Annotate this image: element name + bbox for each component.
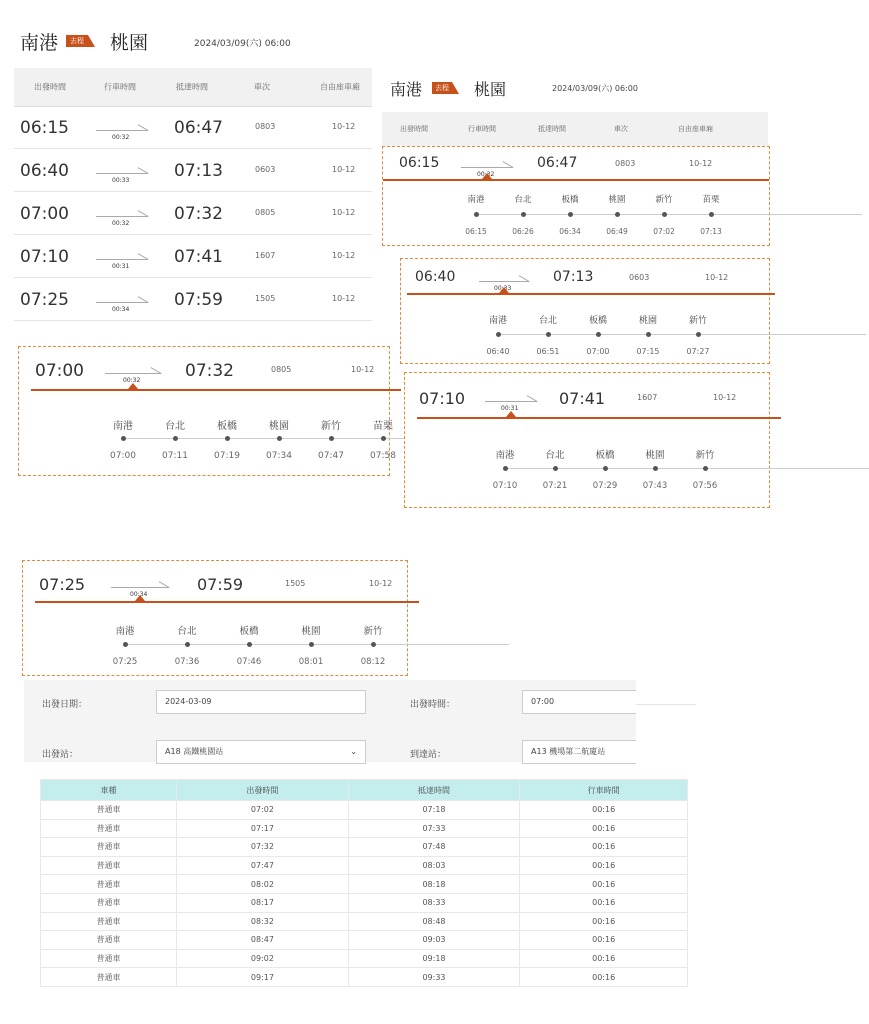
stop-station-name: 板橋 bbox=[217, 421, 237, 432]
cell-train-type: 普通車 bbox=[41, 931, 177, 950]
cell-departure: 08:32 bbox=[177, 912, 349, 931]
stop-station-name: 台北 bbox=[545, 450, 565, 461]
train-number: 0803 bbox=[615, 159, 636, 168]
stop-dot-icon bbox=[329, 436, 334, 441]
cell-departure: 08:47 bbox=[177, 931, 349, 950]
th-train-type: 車種 bbox=[41, 780, 177, 801]
cell-duration: 00:16 bbox=[520, 968, 688, 987]
arrival-time: 07:32 bbox=[174, 204, 223, 224]
direction-badge-2: 去程 bbox=[432, 82, 452, 94]
table-row bbox=[41, 949, 688, 968]
stop-time: 07:58 bbox=[370, 451, 396, 461]
free-seat-cars: 10-12 bbox=[332, 251, 356, 260]
route-line bbox=[498, 334, 866, 335]
stop-dot-icon bbox=[123, 642, 128, 647]
stop-station-name: 桃園 bbox=[269, 421, 289, 432]
stop-time: 06:49 bbox=[606, 227, 628, 236]
arrow-icon bbox=[96, 290, 148, 303]
stop-station-name: 桃園 bbox=[301, 626, 321, 637]
stop-station-name: 南港 bbox=[488, 316, 507, 326]
departure-time: 06:15 bbox=[20, 118, 69, 138]
stop-time: 07:27 bbox=[686, 347, 710, 356]
stop-time: 07:00 bbox=[110, 451, 136, 461]
departure-time: 07:10 bbox=[419, 389, 466, 408]
travel-duration: 00:33 bbox=[112, 177, 130, 184]
stop-dot-icon bbox=[553, 466, 558, 471]
selected-divider bbox=[35, 601, 419, 603]
stop-time: 07:43 bbox=[642, 481, 668, 491]
cell-arrival: 09:18 bbox=[348, 949, 520, 968]
stop-time: 08:01 bbox=[298, 657, 324, 667]
stop-dot-icon bbox=[309, 642, 314, 647]
col-train-no: 車次 bbox=[254, 82, 270, 92]
cell-duration: 00:16 bbox=[520, 838, 688, 857]
arrow-icon bbox=[105, 361, 161, 374]
stop-dot-icon bbox=[381, 436, 386, 441]
arrow-icon bbox=[96, 247, 148, 260]
train-detail-card[interactable] bbox=[404, 372, 770, 508]
stop-station-name: 台北 bbox=[514, 195, 532, 205]
cell-train-type: 普通車 bbox=[41, 912, 177, 931]
cell-train-type: 普通車 bbox=[41, 893, 177, 912]
cell-departure: 08:17 bbox=[177, 893, 349, 912]
stop-station-name: 苗栗 bbox=[373, 421, 393, 432]
travel-duration: 00:32 bbox=[112, 134, 130, 141]
th-departure: 出發時間 bbox=[177, 780, 349, 801]
stop-dot-icon bbox=[185, 642, 190, 647]
cell-arrival: 09:33 bbox=[348, 968, 520, 987]
selected-pointer-icon bbox=[506, 411, 516, 417]
cell-departure: 09:17 bbox=[177, 968, 349, 987]
stop-dot-icon bbox=[173, 436, 178, 441]
stop-time: 08:12 bbox=[360, 657, 386, 667]
stop-dot-icon bbox=[521, 212, 526, 217]
destination-station-2: 桃園 bbox=[474, 80, 507, 99]
stop-station-name: 苗栗 bbox=[702, 195, 720, 205]
selected-divider bbox=[407, 293, 775, 295]
train-detail-card[interactable] bbox=[382, 146, 770, 246]
stop-dot-icon bbox=[615, 212, 620, 217]
col-duration: 行車時間 bbox=[104, 82, 136, 92]
destination-station: 桃園 bbox=[110, 32, 149, 54]
cell-train-type: 普通車 bbox=[41, 949, 177, 968]
stop-time: 07:46 bbox=[236, 657, 262, 667]
column-header-bar-2 bbox=[382, 112, 768, 147]
col-arrival-2: 抵達時間 bbox=[538, 125, 566, 133]
col-arrival: 抵達時間 bbox=[176, 82, 208, 92]
train-number: 0805 bbox=[271, 365, 292, 374]
cell-arrival: 08:03 bbox=[348, 856, 520, 875]
free-seat-cars: 10-12 bbox=[689, 159, 713, 168]
cell-departure: 07:02 bbox=[177, 801, 349, 820]
arrow-line bbox=[96, 173, 148, 174]
time-label: 出發時間： bbox=[410, 700, 456, 710]
origin-station-2: 南港 bbox=[390, 80, 423, 99]
stop-dot-icon bbox=[596, 332, 601, 337]
from-station-value: A18 高鐵桃園站 bbox=[165, 747, 224, 756]
travel-duration: 00:33 bbox=[494, 285, 512, 292]
stop-time: 07:34 bbox=[266, 451, 292, 461]
table-row bbox=[41, 968, 688, 987]
arrival-time: 07:32 bbox=[185, 361, 234, 381]
arrival-time: 07:13 bbox=[174, 161, 223, 181]
stop-time: 07:15 bbox=[636, 347, 660, 356]
stop-dot-icon bbox=[696, 332, 701, 337]
cell-arrival: 08:18 bbox=[348, 875, 520, 894]
stop-dot-icon bbox=[121, 436, 126, 441]
arrow-icon bbox=[479, 269, 529, 282]
free-seat-cars: 10-12 bbox=[351, 365, 375, 374]
arrow-icon bbox=[461, 155, 513, 168]
th-arrival: 抵達時間 bbox=[348, 780, 520, 801]
arrival-time: 07:59 bbox=[174, 290, 223, 310]
arrow-line bbox=[96, 302, 148, 303]
arrow-line bbox=[485, 401, 537, 402]
stop-time: 07:47 bbox=[318, 451, 344, 461]
arrow-line bbox=[96, 259, 148, 260]
travel-duration: 00:31 bbox=[112, 263, 130, 270]
arrival-time: 07:41 bbox=[559, 389, 606, 408]
cell-arrival: 07:18 bbox=[348, 801, 520, 820]
stop-dot-icon bbox=[546, 332, 551, 337]
stop-time: 07:19 bbox=[214, 451, 240, 461]
table-header-row bbox=[41, 780, 688, 801]
cell-departure: 07:32 bbox=[177, 838, 349, 857]
date-input[interactable]: 2024-03-09 bbox=[156, 690, 366, 714]
train-number: 1607 bbox=[255, 251, 276, 260]
arrow-line bbox=[105, 373, 161, 374]
stop-station-name: 板橋 bbox=[595, 450, 615, 461]
arrow-icon bbox=[96, 118, 148, 131]
stop-time: 07:11 bbox=[162, 451, 188, 461]
selected-divider bbox=[383, 179, 769, 181]
stop-time: 07:29 bbox=[592, 481, 618, 491]
stop-time: 06:26 bbox=[512, 227, 534, 236]
travel-duration: 00:34 bbox=[112, 306, 130, 313]
stop-dot-icon bbox=[496, 332, 501, 337]
origin-station: 南港 bbox=[20, 32, 59, 54]
stop-dot-icon bbox=[568, 212, 573, 217]
table-row bbox=[41, 912, 688, 931]
selected-divider bbox=[417, 417, 781, 419]
stop-time: 07:02 bbox=[653, 227, 675, 236]
stop-time: 07:13 bbox=[700, 227, 722, 236]
selected-pointer-icon bbox=[128, 383, 138, 389]
column-header-bar bbox=[14, 68, 372, 107]
th-duration: 行車時間 bbox=[520, 780, 688, 801]
to-label: 到達站： bbox=[410, 750, 447, 760]
cell-train-type: 普通車 bbox=[41, 856, 177, 875]
form-edge bbox=[636, 704, 696, 705]
stop-dot-icon bbox=[277, 436, 282, 441]
departure-time: 06:15 bbox=[399, 155, 440, 171]
stop-dot-icon bbox=[225, 436, 230, 441]
cell-duration: 00:16 bbox=[520, 875, 688, 894]
stop-station-name: 南港 bbox=[467, 195, 485, 205]
cell-duration: 00:16 bbox=[520, 856, 688, 875]
cell-duration: 00:16 bbox=[520, 912, 688, 931]
to-station-value: A13 機場第二航廈站 bbox=[531, 747, 606, 756]
travel-duration: 00:31 bbox=[501, 405, 519, 412]
stop-station-name: 板橋 bbox=[239, 626, 259, 637]
stop-time: 07:10 bbox=[492, 481, 518, 491]
arrow-line bbox=[96, 216, 148, 217]
stop-station-name: 桃園 bbox=[608, 195, 626, 205]
cell-train-type: 普通車 bbox=[41, 875, 177, 894]
cell-train-type: 普通車 bbox=[41, 801, 177, 820]
arrow-line bbox=[461, 167, 513, 168]
table-row bbox=[41, 838, 688, 857]
stop-station-name: 新竹 bbox=[321, 421, 341, 432]
stop-station-name: 南港 bbox=[113, 421, 133, 432]
travel-duration: 00:34 bbox=[130, 591, 148, 598]
cell-train-type: 普通車 bbox=[41, 968, 177, 987]
arrow-icon bbox=[485, 389, 537, 402]
arrival-time: 06:47 bbox=[537, 155, 578, 171]
arrow-icon bbox=[96, 204, 148, 217]
train-number: 1607 bbox=[637, 393, 658, 402]
cell-departure: 07:17 bbox=[177, 819, 349, 838]
arrow-line bbox=[479, 281, 529, 282]
train-detail-card[interactable] bbox=[400, 258, 770, 364]
stop-dot-icon bbox=[703, 466, 708, 471]
arrival-time: 07:41 bbox=[174, 247, 223, 267]
date-label: 出發日期： bbox=[42, 700, 88, 710]
stop-station-name: 新竹 bbox=[363, 626, 383, 637]
train-number: 1505 bbox=[255, 294, 276, 303]
stop-station-name: 板橋 bbox=[561, 195, 579, 205]
cell-train-type: 普通車 bbox=[41, 819, 177, 838]
train-number: 0603 bbox=[629, 273, 650, 282]
stop-time: 06:51 bbox=[536, 347, 560, 356]
stop-station-name: 新竹 bbox=[655, 195, 673, 205]
stop-station-name: 台北 bbox=[165, 421, 185, 432]
cell-duration: 00:16 bbox=[520, 893, 688, 912]
stop-station-name: 新竹 bbox=[688, 316, 707, 326]
arrival-time: 06:47 bbox=[174, 118, 223, 138]
arrow-line bbox=[111, 587, 169, 588]
col-departure: 出發時間 bbox=[34, 82, 66, 92]
departure-time: 07:10 bbox=[20, 247, 69, 267]
col-duration-2: 行車時間 bbox=[468, 125, 496, 133]
route-line bbox=[476, 214, 862, 215]
cell-duration: 00:16 bbox=[520, 949, 688, 968]
stop-time: 07:56 bbox=[692, 481, 718, 491]
table-row bbox=[41, 875, 688, 894]
stop-dot-icon bbox=[247, 642, 252, 647]
table-row bbox=[41, 893, 688, 912]
selected-pointer-icon bbox=[499, 287, 509, 293]
train-number: 0805 bbox=[255, 208, 276, 217]
cell-arrival: 07:48 bbox=[348, 838, 520, 857]
cell-departure: 07:47 bbox=[177, 856, 349, 875]
cell-arrival: 07:33 bbox=[348, 819, 520, 838]
arrow-icon bbox=[111, 575, 169, 588]
from-station-select[interactable] bbox=[156, 740, 366, 764]
travel-duration: 00:32 bbox=[112, 220, 130, 227]
stop-dot-icon bbox=[371, 642, 376, 647]
train-number: 1505 bbox=[285, 579, 306, 588]
cell-duration: 00:16 bbox=[520, 801, 688, 820]
cell-arrival: 09:03 bbox=[348, 931, 520, 950]
table-row bbox=[41, 801, 688, 820]
train-detail-card[interactable] bbox=[22, 560, 408, 676]
route-line bbox=[505, 468, 869, 469]
arrival-time: 07:59 bbox=[197, 575, 244, 594]
from-label: 出發站： bbox=[42, 750, 79, 760]
free-seat-cars: 10-12 bbox=[332, 208, 356, 217]
departure-time: 06:40 bbox=[415, 269, 456, 285]
selected-pointer-icon bbox=[135, 595, 145, 601]
train-number: 0603 bbox=[255, 165, 276, 174]
table-row bbox=[41, 819, 688, 838]
stop-time: 06:15 bbox=[465, 227, 487, 236]
train-detail-card[interactable] bbox=[18, 346, 396, 476]
route-line bbox=[125, 644, 509, 645]
stop-time: 07:21 bbox=[542, 481, 568, 491]
train-number: 0803 bbox=[255, 122, 276, 131]
free-seat-cars: 10-12 bbox=[332, 122, 356, 131]
stop-station-name: 板橋 bbox=[588, 316, 607, 326]
cell-departure: 08:02 bbox=[177, 875, 349, 894]
selected-divider bbox=[31, 389, 401, 391]
cell-duration: 00:16 bbox=[520, 931, 688, 950]
col-departure-2: 出發時間 bbox=[400, 125, 428, 133]
col-free-seat: 自由座車廂 bbox=[320, 82, 360, 92]
departure-time: 06:40 bbox=[20, 161, 69, 181]
cell-arrival: 08:48 bbox=[348, 912, 520, 931]
departure-time: 07:25 bbox=[20, 290, 69, 310]
table-row bbox=[41, 931, 688, 950]
stop-station-name: 新竹 bbox=[695, 450, 715, 461]
free-seat-cars: 10-12 bbox=[332, 294, 356, 303]
time-input[interactable]: 07:00 bbox=[522, 690, 636, 714]
travel-duration: 00:32 bbox=[123, 377, 141, 384]
cell-duration: 00:16 bbox=[520, 819, 688, 838]
stop-station-name: 桃園 bbox=[645, 450, 665, 461]
arrow-line bbox=[96, 130, 148, 131]
departure-time: 07:25 bbox=[39, 575, 86, 594]
stop-station-name: 南港 bbox=[115, 626, 135, 637]
stop-time: 06:34 bbox=[559, 227, 581, 236]
stop-dot-icon bbox=[653, 466, 658, 471]
stop-dot-icon bbox=[603, 466, 608, 471]
free-seat-cars: 10-12 bbox=[713, 393, 737, 402]
cell-train-type: 普通車 bbox=[41, 838, 177, 857]
cell-departure: 09:02 bbox=[177, 949, 349, 968]
stop-dot-icon bbox=[474, 212, 479, 217]
stop-station-name: 桃園 bbox=[638, 316, 657, 326]
arrival-time: 07:13 bbox=[553, 269, 594, 285]
stop-dot-icon bbox=[646, 332, 651, 337]
table-row bbox=[41, 856, 688, 875]
col-free-seat-2: 自由座車廂 bbox=[678, 125, 713, 133]
direction-badge: 去程 bbox=[66, 35, 88, 47]
free-seat-cars: 10-12 bbox=[332, 165, 356, 174]
stop-station-name: 台北 bbox=[177, 626, 197, 637]
mrt-timetable bbox=[40, 779, 688, 987]
arrow-icon bbox=[96, 161, 148, 174]
departure-time: 07:00 bbox=[20, 204, 69, 224]
stop-time: 06:40 bbox=[486, 347, 510, 356]
free-seat-cars: 10-12 bbox=[705, 273, 729, 282]
to-station-select[interactable] bbox=[522, 740, 636, 764]
stop-station-name: 南港 bbox=[495, 450, 515, 461]
travel-duration: 00:32 bbox=[477, 171, 495, 178]
departure-time: 07:00 bbox=[35, 361, 84, 381]
chevron-down-icon: ⌄ bbox=[350, 747, 357, 756]
stop-dot-icon bbox=[662, 212, 667, 217]
stop-time: 07:36 bbox=[174, 657, 200, 667]
stop-station-name: 台北 bbox=[538, 316, 557, 326]
stop-time: 07:25 bbox=[112, 657, 138, 667]
stop-dot-icon bbox=[709, 212, 714, 217]
cell-arrival: 08:33 bbox=[348, 893, 520, 912]
query-datetime-2: 2024/03/09(六) 06:00 bbox=[552, 84, 638, 93]
col-train-no-2: 車次 bbox=[614, 125, 628, 133]
free-seat-cars: 10-12 bbox=[369, 579, 393, 588]
stop-dot-icon bbox=[503, 466, 508, 471]
selected-pointer-icon bbox=[482, 173, 492, 179]
query-datetime: 2024/03/09(六) 06:00 bbox=[194, 39, 291, 49]
stop-time: 07:00 bbox=[586, 347, 610, 356]
